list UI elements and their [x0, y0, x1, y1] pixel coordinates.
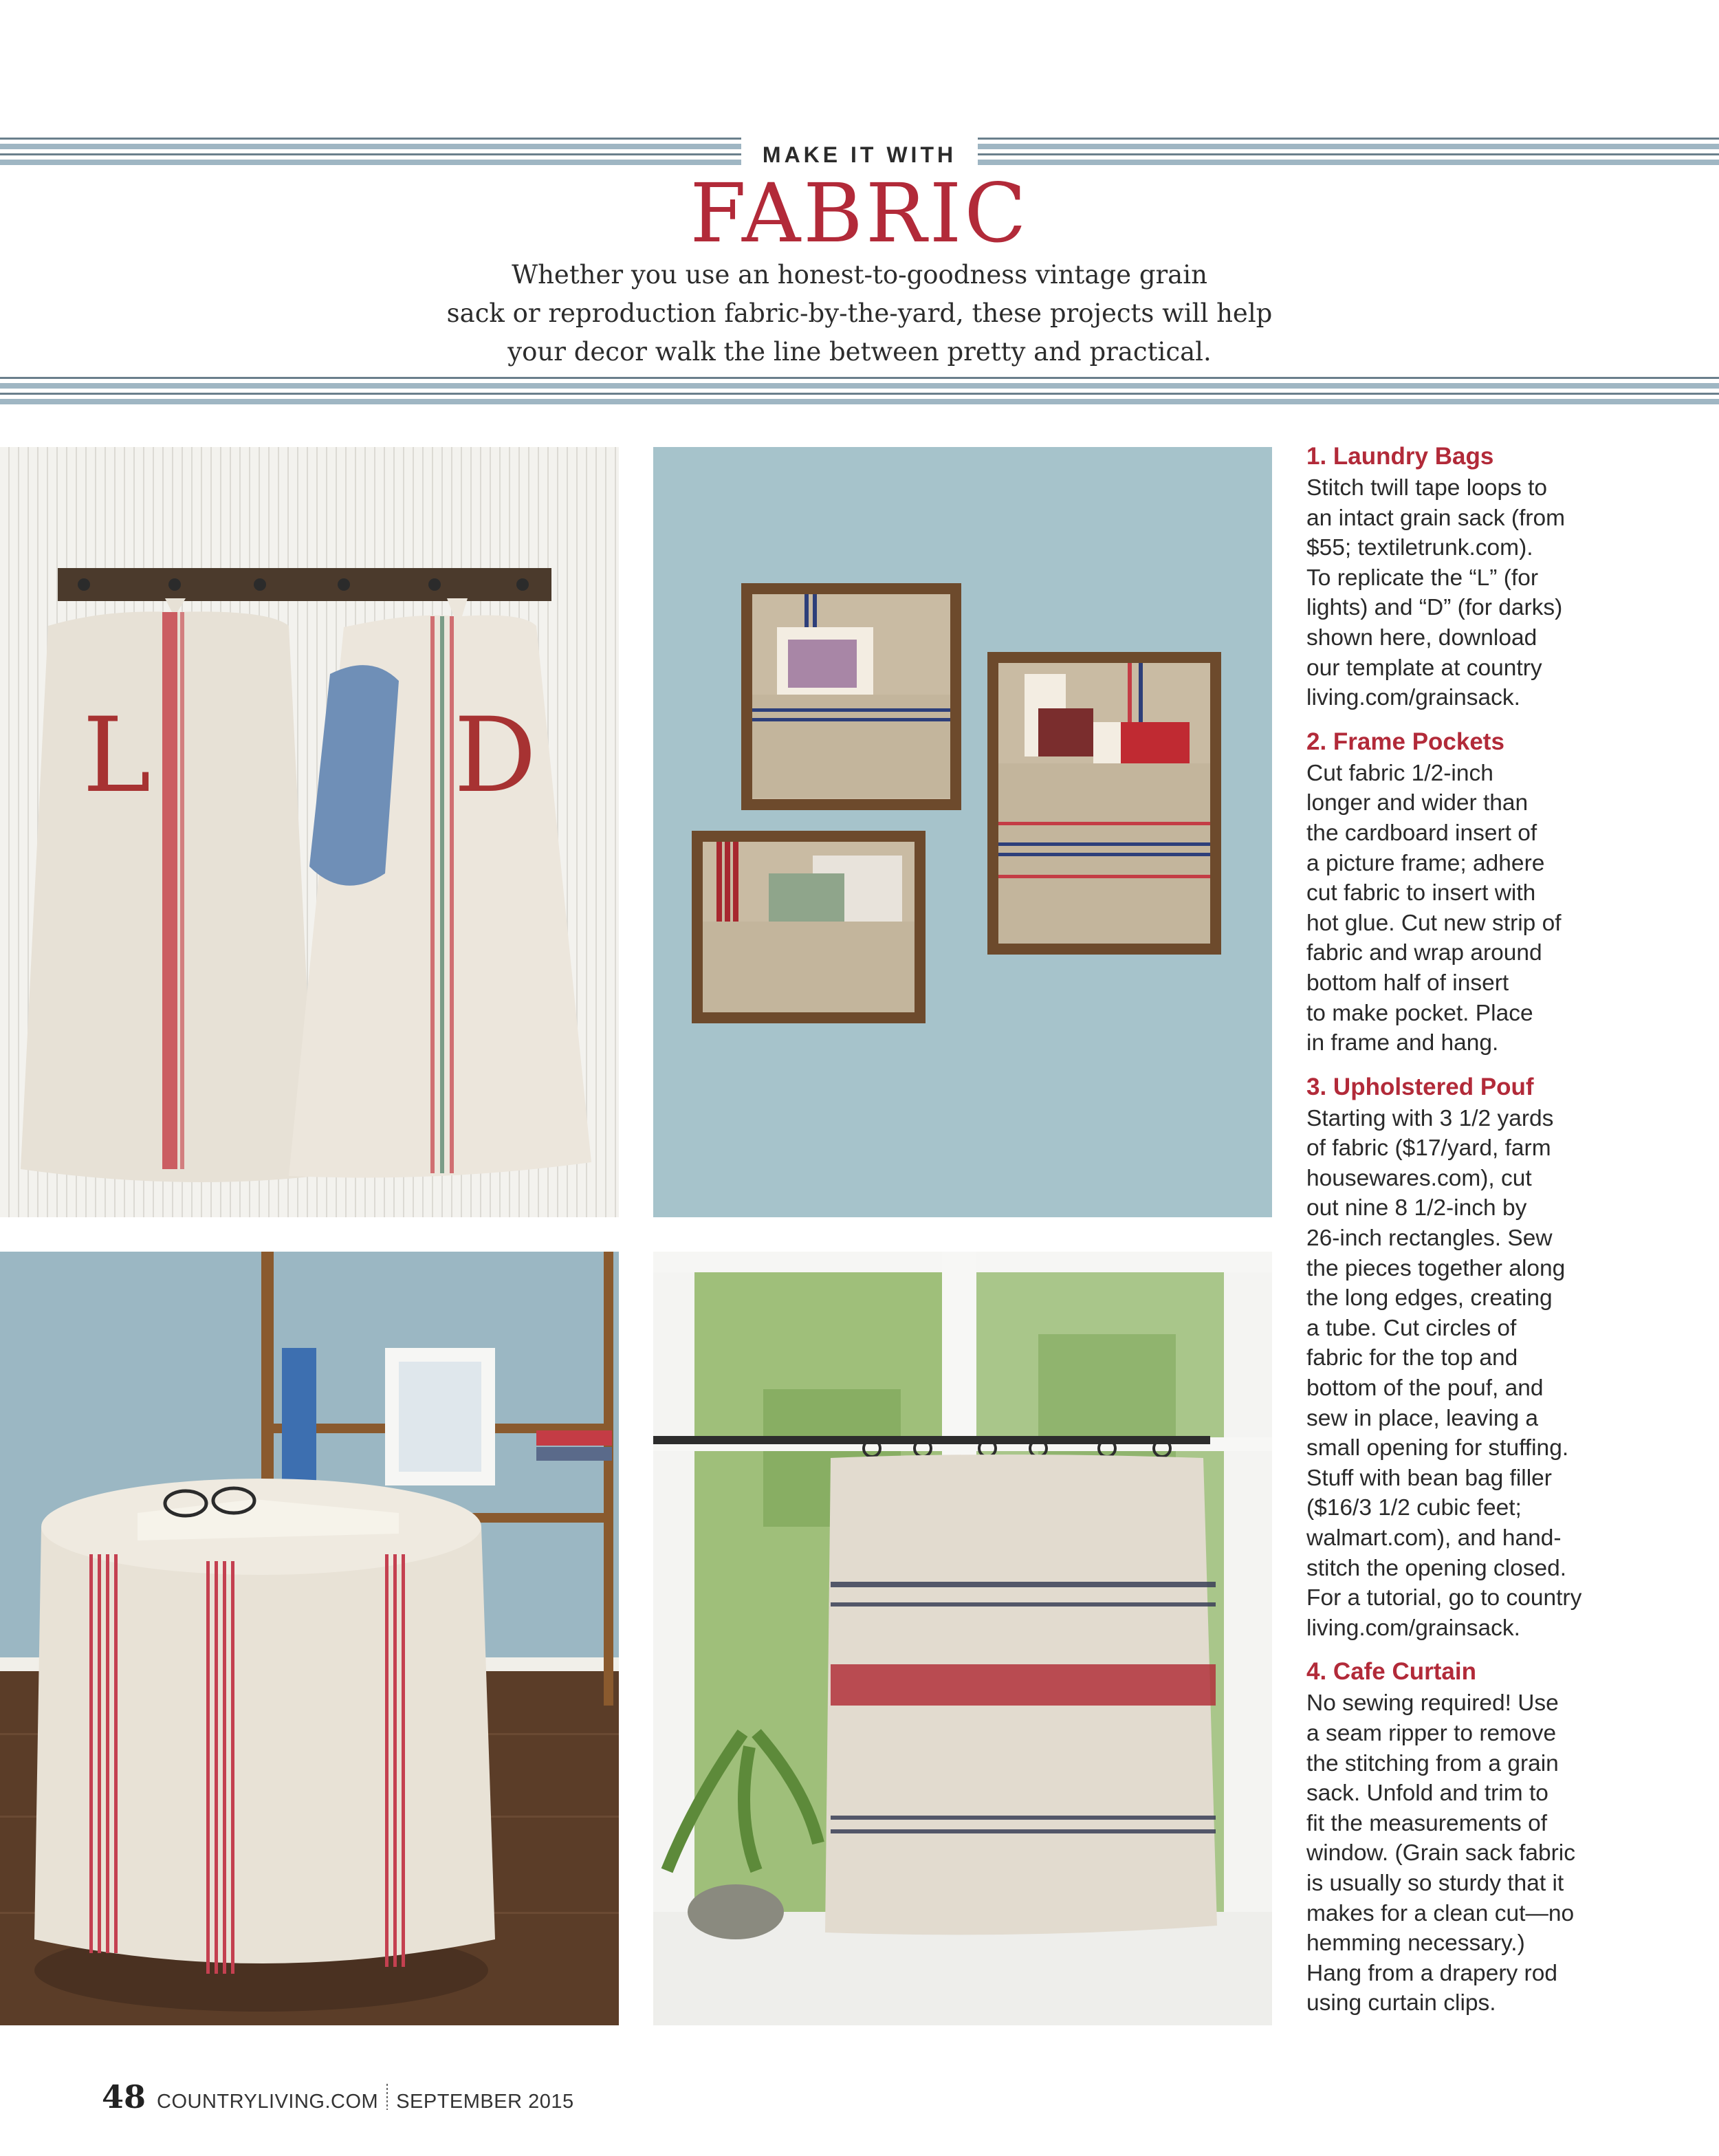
- instructions-column: [1306, 440, 1630, 2031]
- page-number: 48: [102, 2078, 146, 2115]
- item-body: No sewing required! Use a seam ripper to remove the stitching from a grain sack. Unfold and trim to fit the measurements of window. (Grain sack fabric is usually so sturdy that it makes for a clean cut—no hemming necessary.) Hang from a drapery rod using curtain clips.: [1306, 1690, 1575, 2016]
- item-cafe-curtain: [1306, 1655, 1630, 2018]
- item-upholstered-pouf: [1306, 1071, 1630, 1644]
- page-title: FABRIC: [690, 166, 1029, 261]
- header-rule-bottom-thick: [0, 383, 1719, 389]
- magazine-url: COUNTRYLIVING.COM: [157, 2091, 379, 2113]
- item-body: Stitch twill tape loops to an intact grain sack (from $55; textiletrunk.com). To replicate the “L” (for lights) and “D” (for darks) shown here, download our template at country living.com/grainsack.: [1306, 475, 1566, 711]
- issue-date: SEPTEMBER 2015: [396, 2091, 574, 2113]
- folio: [102, 2078, 574, 2115]
- item-title: 3. Upholstered Pouf: [1306, 1073, 1534, 1100]
- item-title: 1. Laundry Bags: [1306, 443, 1494, 470]
- kicker: MAKE IT WITH: [762, 142, 957, 167]
- item-body: Starting with 3 1/2 yards of fabric ($17/yard, farm housewares.com), cut out nine 8 1/2-inch by 26-inch rectangles. Sew the pieces together along the long edges, creating a tube. Cut circles of fabric for the top and bottom of the pouf, and sew in place, leaving a small opening for stuffing. Stuff with bean bag filler ($16/3 1/2 cubic feet; walmart.com), and hand- stitch the opening closed. For a tutorial, go to country living.com/grainsack.: [1306, 1105, 1582, 1641]
- bag-letter-l: L: [83, 696, 151, 816]
- photo-cafe-curtain: [653, 1252, 1272, 2025]
- folio-divider: [386, 2084, 388, 2110]
- photo-upholstered-pouf: [0, 1252, 619, 2025]
- header-rule-bottom-thick-2: [0, 399, 1719, 404]
- photo-laundry-bags: [0, 447, 619, 1217]
- header-rule-bottom-thin: [0, 377, 1719, 379]
- item-title: 2. Frame Pockets: [1306, 728, 1504, 755]
- item-body: Cut fabric 1/2-inch longer and wider than the cardboard insert of a picture frame; adhere cut fabric to insert with hot glue. Cut new strip of fabric and wrap around bottom half of insert to make pocket. Place in frame and hang.: [1306, 760, 1562, 1056]
- photo-frame-pockets: [653, 447, 1272, 1217]
- item-frame-pockets: [1306, 726, 1630, 1058]
- dek: Whether you use an honest-to-goodness vintage grain sack or reproduction fabric-by-the-yard, these projects will help your decor walk the line between pretty and practical.: [446, 260, 1273, 367]
- bag-letter-d: D: [454, 696, 537, 816]
- item-laundry-bags: [1306, 440, 1630, 713]
- item-title: 4. Cafe Curtain: [1306, 1658, 1476, 1686]
- header-rule-bottom-thin-2: [0, 393, 1719, 395]
